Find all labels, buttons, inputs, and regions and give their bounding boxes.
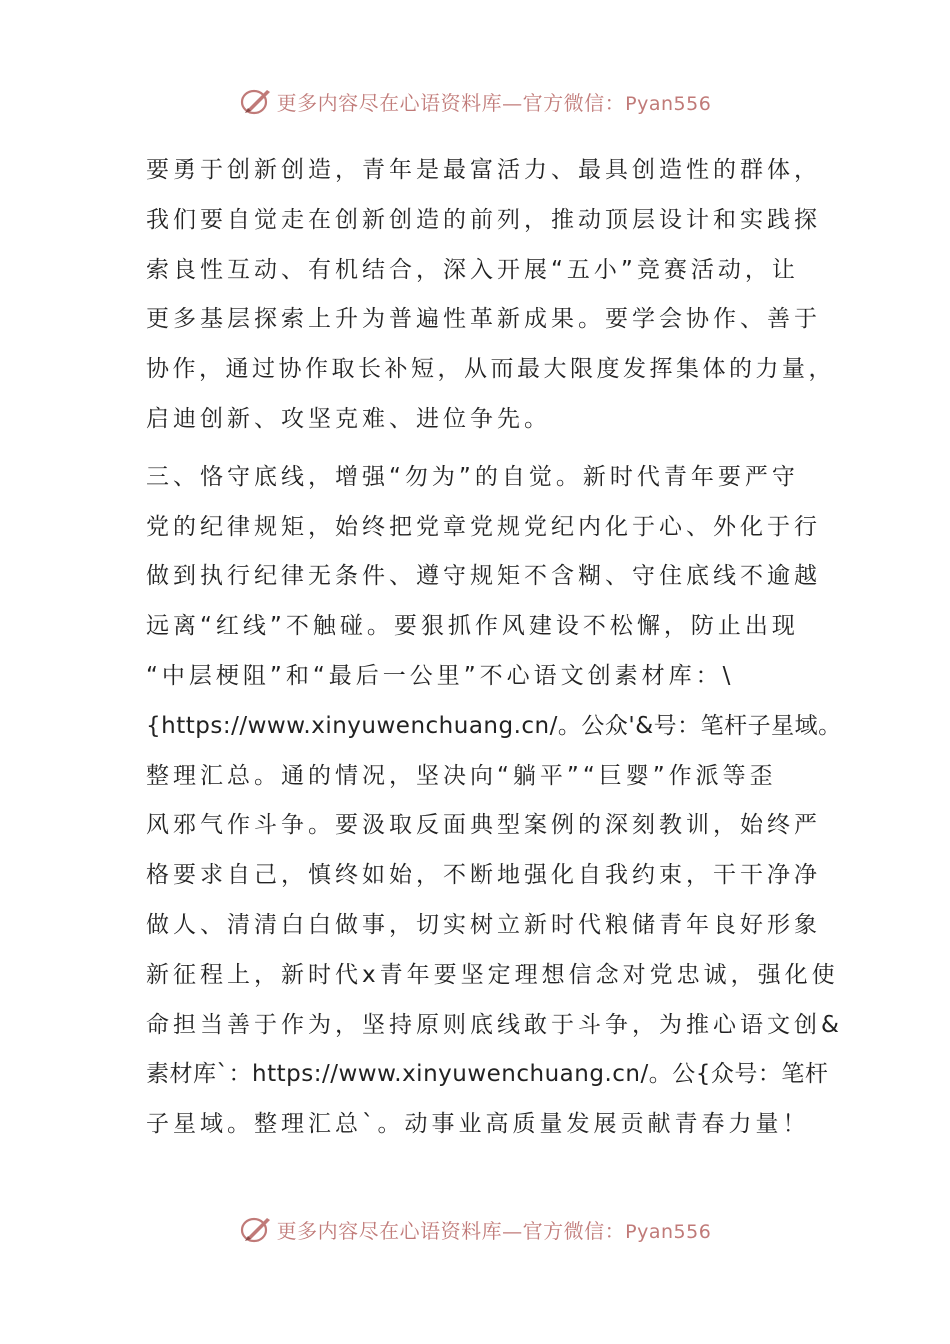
text-line: 子星域。整理汇总`。动事业高质量发展贡献青春力量！ <box>146 1111 810 1138</box>
text-line: 党的纪律规矩，始终把党章党规党纪内化于心、外化于行 <box>146 513 821 540</box>
text-line: 做到执行纪律无条件、遵守规矩不含糊、守住底线不逾越 <box>146 563 821 590</box>
text-line: 启迪创新、攻坚克难、进位争先。 <box>146 405 551 432</box>
quill-logo-icon <box>239 86 273 116</box>
paragraph <box>146 146 846 445</box>
footer-banner <box>0 1212 950 1246</box>
text-line: 远离“红线”不触碰。要狠抓作风建设不松懈，防止出现 <box>146 613 799 640</box>
text-line: 我们要自觉走在创新创造的前列，推动顶层设计和实践探 <box>146 206 821 233</box>
text-line: {https://www.xinyuwenchuang.cn/。公众'&号：笔杆子星域。 <box>146 712 842 739</box>
wechat-account: Pyan556 <box>625 92 712 115</box>
banner-text: 更多内容尽在心语资料库—官方微信：Pyan556 <box>276 90 712 115</box>
header-banner <box>0 84 950 118</box>
text-line: 做人、清清白白做事，切实树立新时代粮储青年良好形象 <box>146 911 821 938</box>
text-line: 整理汇总。通的情况，坚决向“躺平”“巨婴”作派等歪 <box>146 762 777 789</box>
text-line: 风邪气作斗争。要汲取反面典型案例的深刻教训，始终严 <box>146 812 821 839</box>
banner-text: 更多内容尽在心语资料库—官方微信：Pyan556 <box>276 1218 712 1243</box>
quill-logo-icon <box>239 1214 273 1244</box>
document-body <box>146 146 846 1150</box>
text-line: “中层梗阻”和“最后一公里”不心语文创素材库：\ <box>146 662 735 689</box>
text-line: 更多基层探索上升为普遍性革新成果。要学会协作、善于 <box>146 306 821 333</box>
text-line: 素材库`：https://www.xinyuwenchuang.cn/。公{众号：笔杆 <box>146 1061 829 1088</box>
text-line: 要勇于创新创造，青年是最富活力、最具创造性的群体， <box>146 157 821 183</box>
text-line: 索良性互动、有机结合，深入开展“五小”竞赛活动，让 <box>146 256 799 283</box>
text-line: 三、恪守底线，增强“勿为”的自觉。新时代青年要严守 <box>146 463 799 490</box>
text-line: 协作，通过协作取长补短，从而最大限度发挥集体的力量， <box>146 356 835 383</box>
paragraph <box>146 453 846 1150</box>
text-line: 新征程上，新时代x青年要坚定理想信念对党忠诚，强化使 <box>146 961 839 988</box>
text-line: 命担当善于作为，坚持原则底线敢于斗争，为推心语文创& <box>146 1011 843 1038</box>
wechat-account: Pyan556 <box>625 1220 712 1243</box>
text-line: 格要求自己，慎终如始，不断地强化自我约束，干干净净 <box>146 862 821 889</box>
